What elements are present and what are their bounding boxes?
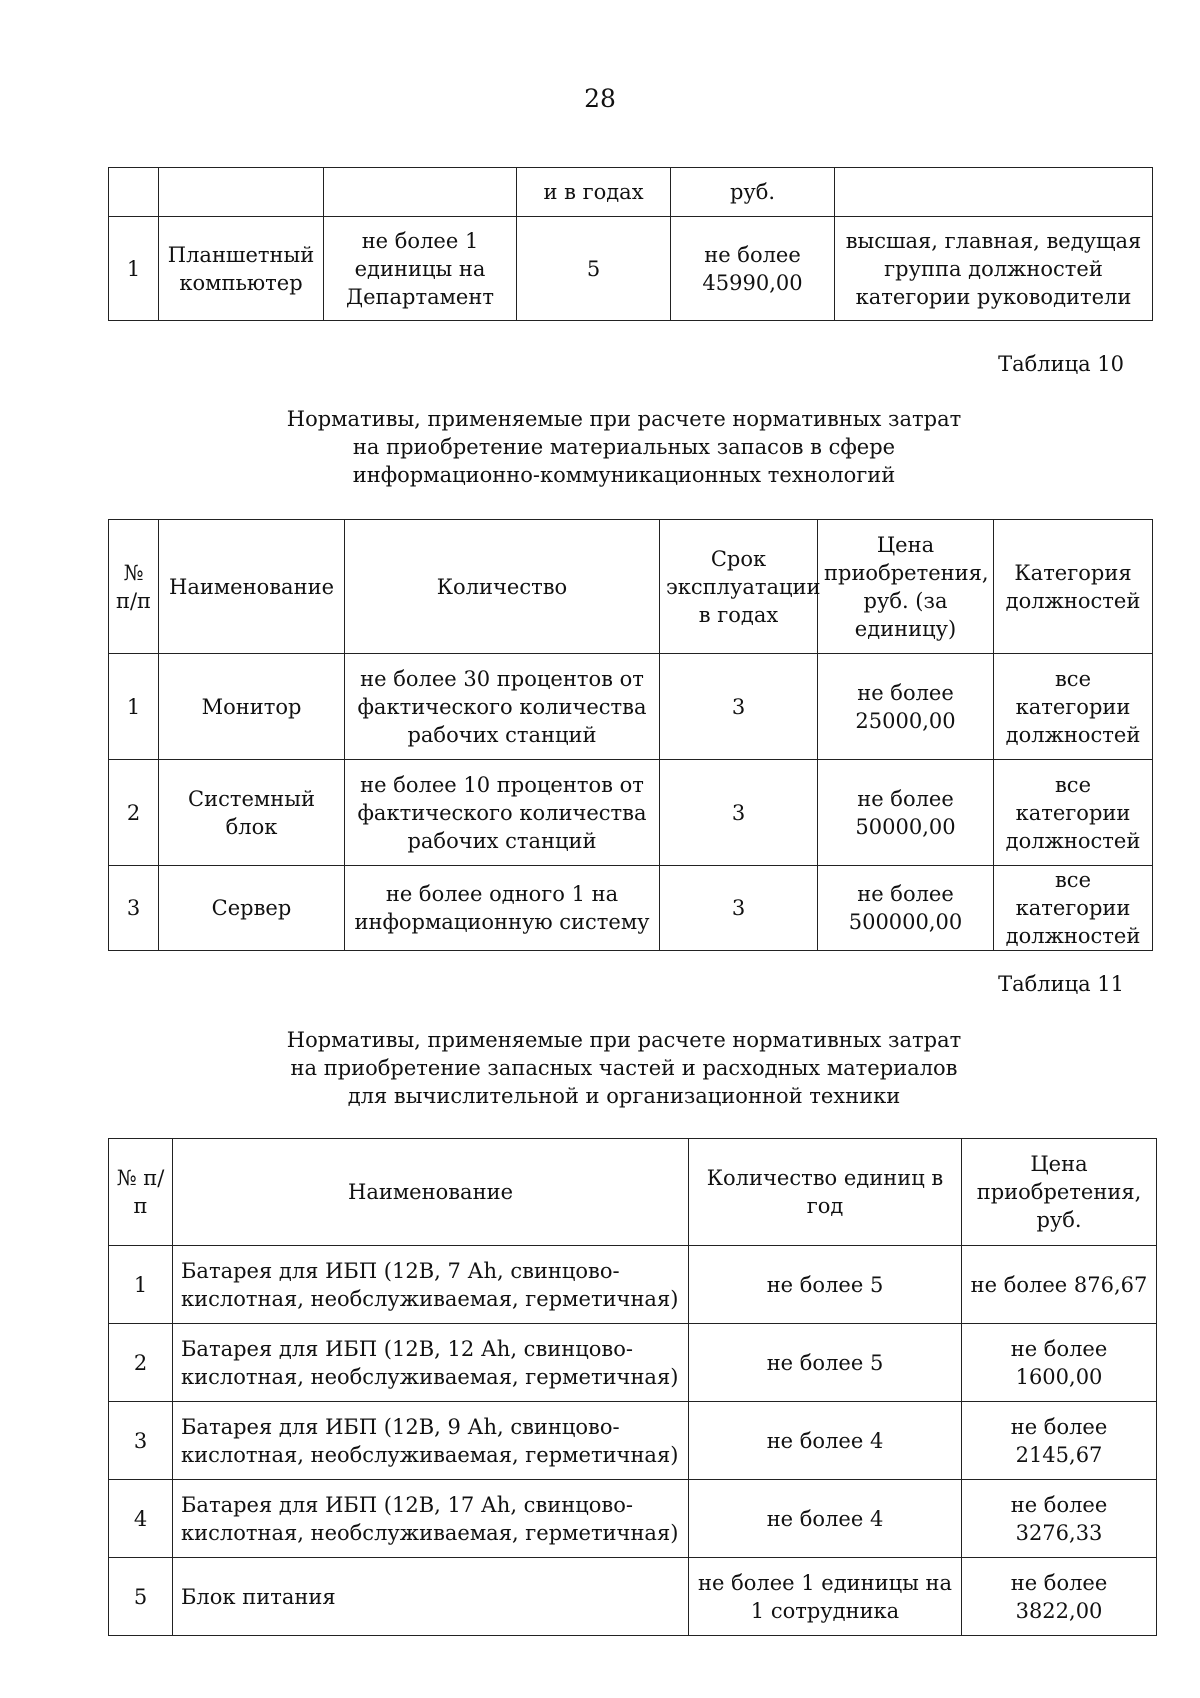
row-price: не более 45990,00 [671, 217, 835, 321]
continued-table [108, 167, 1153, 321]
row-quantity: не более 4 [689, 1402, 962, 1480]
row-quantity: не более 4 [689, 1480, 962, 1558]
row-term: 3 [660, 654, 818, 760]
header-tail-cell [109, 168, 159, 217]
table-row [109, 654, 1153, 760]
table10-header-row [109, 520, 1153, 654]
row-name: Батарея для ИБП (12В, 9 Аh, свинцово-кислотная, необслуживаемая, герметичная) [173, 1402, 689, 1480]
table11-title-line: для вычислительной и организационной техники [347, 1084, 901, 1108]
row-price: не более 3276,33 [962, 1480, 1157, 1558]
row-number: 3 [109, 1402, 173, 1480]
row-term: 3 [660, 760, 818, 866]
table11-header-row [109, 1139, 1157, 1246]
row-price: не более 25000,00 [818, 654, 994, 760]
table-row [109, 1402, 1157, 1480]
row-number: 1 [109, 217, 159, 321]
table11-title-line: на приобретение запасных частей и расходных материалов [290, 1056, 958, 1080]
row-quantity: не более 30 процентов от фактического количества рабочих станций [345, 654, 660, 760]
row-quantity: не более 5 [689, 1324, 962, 1402]
row-number: 1 [109, 654, 159, 760]
table10-title-line: Нормативы, применяемые при расчете нормативных затрат [286, 407, 962, 431]
header-price: Цена приобретения, руб. (за единицу) [818, 520, 994, 654]
table11-title-line: Нормативы, применяемые при расчете нормативных затрат [286, 1028, 962, 1052]
header-tail-cell: руб. [671, 168, 835, 217]
header-category: Категория должностей [994, 520, 1153, 654]
row-name: Батарея для ИБП (12В, 17 Аh, свинцово-кислотная, необслуживаемая, герметичная) [173, 1480, 689, 1558]
table-row [109, 866, 1153, 951]
table-row [109, 760, 1153, 866]
table11 [108, 1138, 1157, 1636]
table10-title [0, 405, 1200, 489]
row-number: 5 [109, 1558, 173, 1636]
table10-title-line: на приобретение материальных запасов в сфере [352, 435, 896, 459]
header-tail-cell [324, 168, 517, 217]
row-term: 3 [660, 866, 818, 951]
table-row [109, 1480, 1157, 1558]
page-number: 28 [584, 84, 616, 113]
row-price: не более 500000,00 [818, 866, 994, 951]
table10 [108, 519, 1153, 951]
header-quantity: Количество единиц в год [689, 1139, 962, 1246]
row-name: Сервер [159, 866, 345, 951]
row-name: Планшетный компьютер [159, 217, 324, 321]
table-header-tail-row [109, 168, 1153, 217]
row-name: Монитор [159, 654, 345, 760]
row-number: 2 [109, 760, 159, 866]
row-number: 3 [109, 866, 159, 951]
row-price: не более 1600,00 [962, 1324, 1157, 1402]
row-quantity: не более 5 [689, 1246, 962, 1324]
row-quantity: не более 1 единицы на Департамент [324, 217, 517, 321]
row-number: 2 [109, 1324, 173, 1402]
table-row [109, 1246, 1157, 1324]
row-price: не более 50000,00 [818, 760, 994, 866]
header-term: Срок эксплуатации в годах [660, 520, 818, 654]
row-category: все категории должностей [994, 654, 1153, 760]
row-quantity: не более 1 единицы на 1 сотрудника [689, 1558, 962, 1636]
row-price: не более 2145,67 [962, 1402, 1157, 1480]
row-category: высшая, главная, ведущая группа должностей категории руководители [835, 217, 1153, 321]
row-name: Батарея для ИБП (12В, 7 Аh, свинцово-кислотная, необслуживаемая, герметичная) [173, 1246, 689, 1324]
row-price: не более 876,67 [962, 1246, 1157, 1324]
row-term: 5 [517, 217, 671, 321]
header-tail-cell [835, 168, 1153, 217]
row-category: все категории должностей [994, 866, 1153, 951]
table10-label: Таблица 10 [998, 352, 1124, 376]
header-name: Наименование [159, 520, 345, 654]
header-tail-cell [159, 168, 324, 217]
table-row [109, 217, 1153, 321]
header-tail-cell: и в годах [517, 168, 671, 217]
row-name: Блок питания [173, 1558, 689, 1636]
row-price: не более 3822,00 [962, 1558, 1157, 1636]
row-name: Батарея для ИБП (12В, 12 Аh, свинцово-кислотная, необслуживаемая, герметичная) [173, 1324, 689, 1402]
table10-title-line: информационно-коммуникационных технологий [352, 463, 896, 487]
header-quantity: Количество [345, 520, 660, 654]
header-num: № п/п [109, 1139, 173, 1246]
table11-title [0, 1026, 1200, 1110]
row-quantity: не более 10 процентов от фактического количества рабочих станций [345, 760, 660, 866]
table11-label: Таблица 11 [998, 972, 1124, 996]
row-name: Системный блок [159, 760, 345, 866]
header-name: Наименование [173, 1139, 689, 1246]
row-number: 4 [109, 1480, 173, 1558]
header-price: Цена приобретения, руб. [962, 1139, 1157, 1246]
table-row [109, 1324, 1157, 1402]
row-category: все категории должностей [994, 760, 1153, 866]
row-number: 1 [109, 1246, 173, 1324]
table-row [109, 1558, 1157, 1636]
header-num: № п/п [109, 520, 159, 654]
row-quantity: не более одного 1 на информационную систему [345, 866, 660, 951]
